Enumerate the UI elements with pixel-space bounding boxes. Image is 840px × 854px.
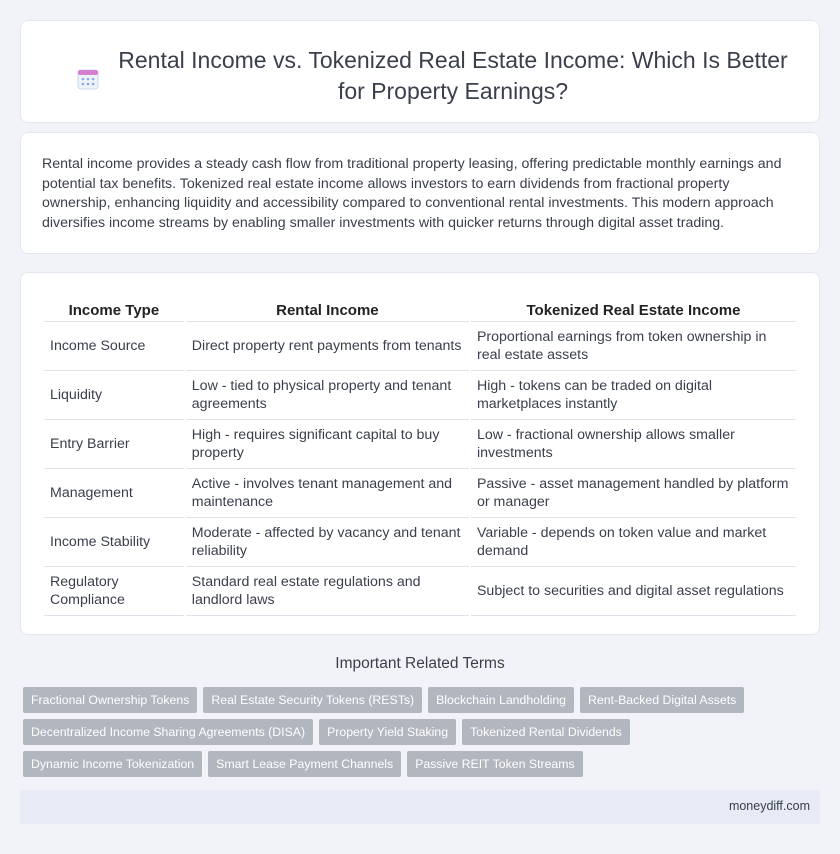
table-row (44, 371, 796, 420)
row-label: Management (44, 469, 184, 518)
row-label: Income Source (44, 322, 184, 371)
table-row (44, 420, 796, 469)
table-row (44, 322, 796, 371)
summary-paragraph: Rental income provides a steady cash flow from traditional property leasing, offering predictable monthly earnings and potential tax benefits. Tokenized real estate income allows investors to earn dividends from fractional property ownership, enhancing liquidity and accessibility compared to conventional rental investments. This modern approach diversifies income streams by enabling smaller investments with quicker returns through digital asset trading. (42, 156, 782, 231)
table-row (44, 518, 796, 567)
table-row (44, 469, 796, 518)
header-rental-income: Rental Income (186, 296, 469, 322)
rental-cell: Moderate - affected by vacancy and tenant reliability (186, 518, 469, 567)
rental-cell: Low - tied to physical property and tenant agreements (186, 371, 469, 420)
related-term-tag[interactable]: Blockchain Landholding (428, 687, 574, 713)
row-label: Liquidity (44, 371, 184, 420)
table-header-row (44, 296, 796, 322)
tokenized-cell: Subject to securities and digital asset regulations (471, 567, 796, 616)
related-term-tag[interactable]: Fractional Ownership Tokens (23, 687, 197, 713)
page-title: Rental Income vs. Tokenized Real Estate Income: Which Is Better for Property Earnings? (118, 47, 788, 104)
related-term-tag[interactable]: Decentralized Income Sharing Agreements (DISA) (23, 719, 313, 745)
header-tokenized-income: Tokenized Real Estate Income (471, 296, 796, 322)
related-term-tag[interactable]: Passive REIT Token Streams (407, 751, 582, 777)
summary-card (20, 132, 820, 254)
table-row (44, 567, 796, 616)
footer (20, 790, 820, 824)
tokenized-cell: Proportional earnings from token ownership in real estate assets (471, 322, 796, 371)
row-label: Entry Barrier (44, 420, 184, 469)
related-term-tag[interactable]: Tokenized Rental Dividends (462, 719, 630, 745)
related-terms-heading: Important Related Terms (335, 655, 505, 672)
comparison-table-card (20, 272, 820, 635)
tokenized-cell: High - tokens can be traded on digital marketplaces instantly (471, 371, 796, 420)
tokenized-cell: Passive - asset management handled by platform or manager (471, 469, 796, 518)
row-label: Income Stability (44, 518, 184, 567)
rental-cell: High - requires significant capital to buy property (186, 420, 469, 469)
related-term-tag[interactable]: Dynamic Income Tokenization (23, 751, 202, 777)
rental-cell: Standard real estate regulations and landlord laws (186, 567, 469, 616)
rental-cell: Active - involves tenant management and maintenance (186, 469, 469, 518)
rental-cell: Direct property rent payments from tenants (186, 322, 469, 371)
tokenized-cell: Low - fractional ownership allows smaller investments (471, 420, 796, 469)
header-income-type: Income Type (44, 296, 184, 322)
related-term-tag[interactable]: Rent-Backed Digital Assets (580, 687, 744, 713)
related-term-tag[interactable]: Property Yield Staking (319, 719, 456, 745)
title-card (20, 20, 820, 123)
related-terms-list (23, 687, 813, 777)
related-term-tag[interactable]: Real Estate Security Tokens (RESTs) (203, 687, 422, 713)
calendar-icon (76, 67, 100, 91)
tokenized-cell: Variable - depends on token value and market demand (471, 518, 796, 567)
site-name[interactable]: moneydiff.com (728, 799, 810, 813)
related-term-tag[interactable]: Smart Lease Payment Channels (208, 751, 401, 777)
row-label: Regulatory Compliance (44, 567, 184, 616)
comparison-table (42, 296, 798, 616)
